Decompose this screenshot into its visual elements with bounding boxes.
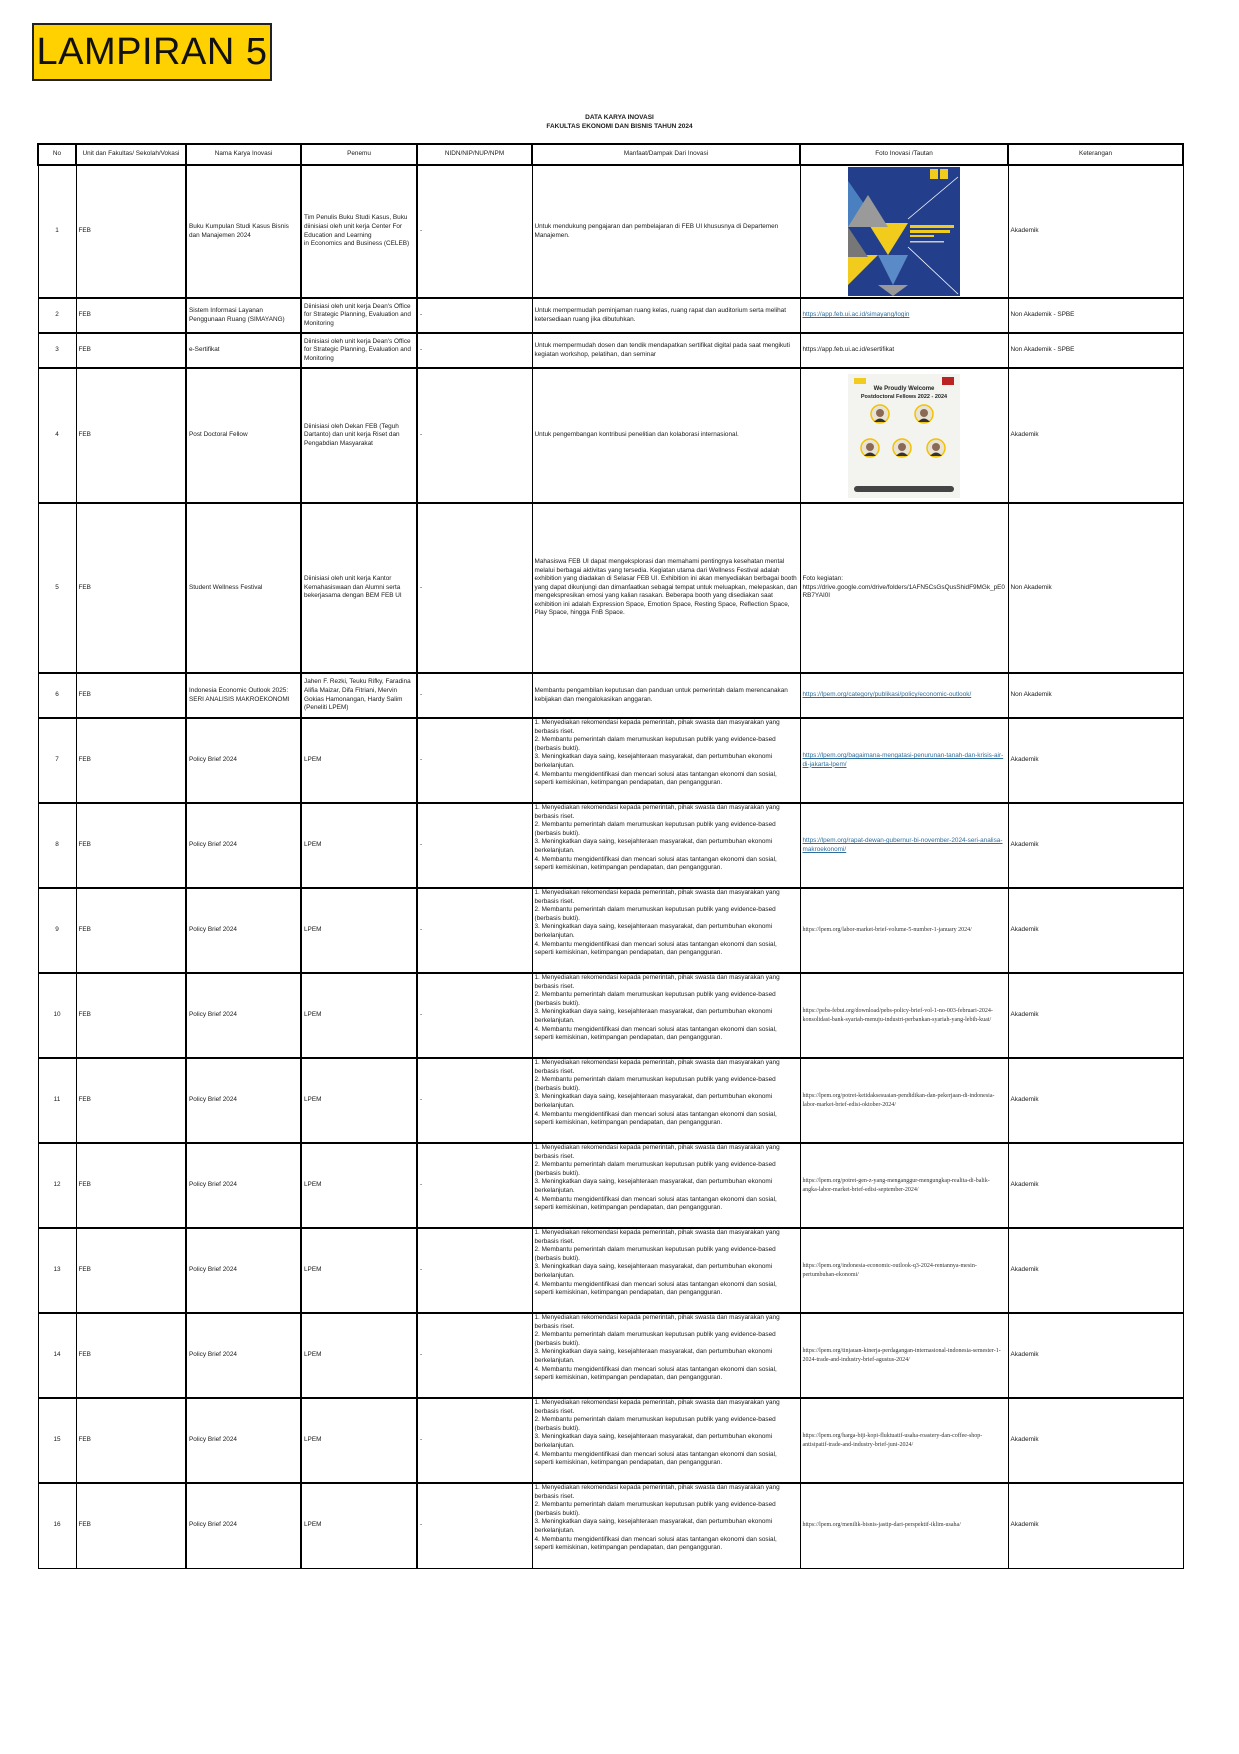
cell-nama: e-Sertifikat: [186, 333, 301, 368]
table-row: [38, 1398, 1183, 1483]
cell-nidn: -: [417, 718, 532, 803]
cell-foto: [800, 718, 1008, 803]
cell-foto: [800, 1058, 1008, 1143]
cell-nama: Post Doctoral Fellow: [186, 368, 301, 503]
cell-no: 16: [38, 1483, 76, 1568]
cell-penemu: Tim Penulis Buku Studi Kasus, Buku diinisiasi oleh unit kerja Center For Education and Learning in Economics and Business (CELEB): [301, 165, 417, 298]
poster-heading-1: We Proudly Welcome: [873, 385, 935, 392]
poster-image: [848, 374, 960, 498]
table-body: [38, 165, 1183, 1568]
cell-nidn: -: [417, 803, 532, 888]
cell-penemu: LPEM: [301, 718, 417, 803]
cell-manfaat: 1. Menyediakan rekomendasi kepada pemerintah, pihak swasta dan masyarakan yang berbasis riset. 2. Membantu pemerintah dalam merumuskan keputusan publik yang evidence-based (berbasis bukti). 3. Meningkatkan daya saing, kesejahteraan masyarakat, dan pertumbuhan ekonomi berkelanjutan. 4. Membantu mengidentifikasi dan mencari solusi atas tantangan ekonomi dan sosial, seperti kemiskinan, ketimpangan pendapatan, dan pengangguran.: [532, 1313, 800, 1398]
cell-unit: FEB: [76, 165, 186, 298]
cell-keterangan: Akademik: [1008, 1058, 1183, 1143]
cell-nidn: -: [417, 165, 532, 298]
table-row: [38, 803, 1183, 888]
innovation-url-text: Foto kegiatan:: [802, 575, 844, 583]
cell-nama: Policy Brief 2024: [186, 1058, 301, 1143]
table-row: [38, 673, 1183, 718]
cell-manfaat: Untuk mendukung pengajaran dan pembelajaran di FEB UI khususnya di Departemen Manajemen.: [532, 165, 800, 298]
cell-foto: [800, 673, 1008, 718]
cell-nidn: -: [417, 1313, 532, 1398]
cell-manfaat: 1. Menyediakan rekomendasi kepada pemerintah, pihak swasta dan masyarakan yang berbasis riset. 2. Membantu pemerintah dalam merumuskan keputusan publik yang evidence-based (berbasis bukti). 3. Meningkatkan daya saing, kesejahteraan masyarakat, dan pertumbuhan ekonomi berkelanjutan. 4. Membantu mengidentifikasi dan mencari solusi atas tantangan ekonomi dan sosial, seperti kemiskinan, ketimpangan pendapatan, dan pengangguran.: [532, 888, 800, 973]
header-manfaat: Manfaat/Dampak Dari Inovasi: [532, 144, 800, 165]
table-row: [38, 888, 1183, 973]
cell-no: 2: [38, 298, 76, 333]
cell-no: 11: [38, 1058, 76, 1143]
cell-no: 1: [38, 165, 76, 298]
cell-keterangan: Akademik: [1008, 803, 1183, 888]
cell-foto: [800, 333, 1008, 368]
innovation-url-text: https://lpem.org/indonesia-economic-outlook-q3-2024-rentannya-mesin-pertumbuhan-ekonomi/: [802, 1262, 977, 1278]
cell-no: 4: [38, 368, 76, 503]
cell-unit: FEB: [76, 333, 186, 368]
innovation-url-text: https://lpem.org/menilik-bisnis-jastip-dari-perspektif-iklim-usaha/: [802, 1522, 961, 1529]
cell-manfaat: 1. Menyediakan rekomendasi kepada pemerintah, pihak swasta dan masyarakan yang berbasis riset. 2. Membantu pemerintah dalam merumuskan keputusan publik yang evidence-based (berbasis bukti). 3. Meningkatkan daya saing, kesejahteraan masyarakat, dan pertumbuhan ekonomi berkelanjutan. 4. Membantu mengidentifikasi dan mencari solusi atas tantangan ekonomi dan sosial, seperti kemiskinan, ketimpangan pendapatan, dan pengangguran.: [532, 973, 800, 1058]
cell-penemu: Diinisiasi oleh unit kerja Dean's Office for Strategic Planning, Evaluation and Monitoring: [301, 298, 417, 333]
cell-nama: Policy Brief 2024: [186, 1313, 301, 1398]
cell-manfaat: Membantu pengambilan keputusan dan panduan untuk pemerintah dalam merencanakan kebijakan dan mengalokasikan anggaran.: [532, 673, 800, 718]
cell-keterangan: Akademik: [1008, 1313, 1183, 1398]
cell-no: 13: [38, 1228, 76, 1313]
cell-unit: FEB: [76, 673, 186, 718]
table-row: [38, 718, 1183, 803]
cell-keterangan: Akademik: [1008, 718, 1183, 803]
cell-penemu: Diinisiasi oleh unit kerja Dean's Office for Strategic Planning, Evaluation and Monitoring: [301, 333, 417, 368]
cell-no: 5: [38, 503, 76, 673]
cell-manfaat: 1. Menyediakan rekomendasi kepada pemerintah, pihak swasta dan masyarakan yang berbasis riset. 2. Membantu pemerintah dalam merumuskan keputusan publik yang evidence-based (berbasis bukti). 3. Meningkatkan daya saing, kesejahteraan masyarakat, dan pertumbuhan ekonomi berkelanjutan. 4. Membantu mengidentifikasi dan mencari solusi atas tantangan ekonomi dan sosial, seperti kemiskinan, ketimpangan pendapatan, dan pengangguran.: [532, 803, 800, 888]
innovation-url-text: https://drive.google.com/drive/folders/1AFN5CsGsQusShidF9MGk_pE0RB7YAI0I: [802, 583, 1005, 600]
cell-keterangan: Akademik: [1008, 1143, 1183, 1228]
cell-manfaat: 1. Menyediakan rekomendasi kepada pemerintah, pihak swasta dan masyarakan yang berbasis riset. 2. Membantu pemerintah dalam merumuskan keputusan publik yang evidence-based (berbasis bukti). 3. Meningkatkan daya saing, kesejahteraan masyarakat, dan pertumbuhan ekonomi berkelanjutan. 4. Membantu mengidentifikasi dan mencari solusi atas tantangan ekonomi dan sosial, seperti kemiskinan, ketimpangan pendapatan, dan pengangguran.: [532, 1143, 800, 1228]
table-row: [38, 1228, 1183, 1313]
lampiran-label: LAMPIRAN 5: [36, 30, 268, 73]
cell-no: 8: [38, 803, 76, 888]
table-row: [38, 1143, 1183, 1228]
cell-nama: Policy Brief 2024: [186, 973, 301, 1058]
cell-unit: FEB: [76, 1058, 186, 1143]
cell-keterangan: Akademik: [1008, 973, 1183, 1058]
table-row: [38, 165, 1183, 298]
cell-penemu: LPEM: [301, 803, 417, 888]
cell-no: 12: [38, 1143, 76, 1228]
cell-nama: Policy Brief 2024: [186, 1483, 301, 1568]
cell-nama: Student Wellness Festival: [186, 503, 301, 673]
cell-keterangan: Non Akademik - SPBE: [1008, 333, 1183, 368]
cell-manfaat: 1. Menyediakan rekomendasi kepada pemerintah, pihak swasta dan masyarakan yang berbasis riset. 2. Membantu pemerintah dalam merumuskan keputusan publik yang evidence-based (berbasis bukti). 3. Meningkatkan daya saing, kesejahteraan masyarakat, dan pertumbuhan ekonomi berkelanjutan. 4. Membantu mengidentifikasi dan mencari solusi atas tantangan ekonomi dan sosial, seperti kemiskinan, ketimpangan pendapatan, dan pengangguran.: [532, 718, 800, 803]
cell-nama: Policy Brief 2024: [186, 1143, 301, 1228]
cell-nama: Policy Brief 2024: [186, 718, 301, 803]
cell-keterangan: Akademik: [1008, 368, 1183, 503]
lampiran-badge: [32, 23, 272, 81]
cell-unit: FEB: [76, 718, 186, 803]
cell-nama: Policy Brief 2024: [186, 888, 301, 973]
cell-manfaat: 1. Menyediakan rekomendasi kepada pemerintah, pihak swasta dan masyarakan yang berbasis riset. 2. Membantu pemerintah dalam merumuskan keputusan publik yang evidence-based (berbasis bukti). 3. Meningkatkan daya saing, kesejahteraan masyarakat, dan pertumbuhan ekonomi berkelanjutan. 4. Membantu mengidentifikasi dan mencari solusi atas tantangan ekonomi dan sosial, seperti kemiskinan, ketimpangan pendapatan, dan pengangguran.: [532, 1483, 800, 1568]
cell-foto: [800, 1143, 1008, 1228]
cell-unit: FEB: [76, 298, 186, 333]
cell-foto: [800, 298, 1008, 333]
header-nama: Nama Karya Inovasi: [186, 144, 301, 165]
book-cover-image: [848, 167, 960, 296]
cell-keterangan: Non Akademik - SPBE: [1008, 298, 1183, 333]
cell-unit: FEB: [76, 1228, 186, 1313]
innovation-url-text: https://lpem.org/harga-biji-kopi-fluktuatif-usaha-roastery-dan-coffee-shop-antisipatif-trade-and-industry-brief-juni-2024/: [802, 1432, 983, 1448]
header-penemu: Penemu: [301, 144, 417, 165]
table-row: [38, 973, 1183, 1058]
cell-penemu: LPEM: [301, 1313, 417, 1398]
cell-keterangan: Non Akademik: [1008, 673, 1183, 718]
cell-no: 3: [38, 333, 76, 368]
cell-foto: [800, 803, 1008, 888]
innovation-url-text: https://lpem.org/tinjauan-kinerja-perdagangan-internasional-indonesia-semester-1-2024-trade-and-industry-brief-agustus-2024/: [802, 1347, 1001, 1363]
cell-manfaat: 1. Menyediakan rekomendasi kepada pemerintah, pihak swasta dan masyarakan yang berbasis riset. 2. Membantu pemerintah dalam merumuskan keputusan publik yang evidence-based (berbasis bukti). 3. Meningkatkan daya saing, kesejahteraan masyarakat, dan pertumbuhan ekonomi berkelanjutan. 4. Membantu mengidentifikasi dan mencari solusi atas tantangan ekonomi dan sosial, seperti kemiskinan, ketimpangan pendapatan, dan pengangguran.: [532, 1058, 800, 1143]
cell-nidn: -: [417, 333, 532, 368]
cell-manfaat: Untuk mempermudah dosen dan tendik mendapatkan sertifikat digital pada saat mengikuti kegiatan workshop, pelatihan, dan seminar: [532, 333, 800, 368]
header-keterangan: Keterangan: [1008, 144, 1183, 165]
cell-manfaat: Mahasiswa FEB UI dapat mengeksplorasi dan memahami pentingnya kesehatan mental melalui berbagai aktivitas yang tersedia. Kegiatan utama dari Wellness Festival adalah exhibition yang diadakan di Selasar FEB UI. Exhibition ini akan menyediakan berbagai booth yang dapat dikunjungi dan dimanfaatkan sebagai tempat untuk meluapkan, melepaskan, dan mengekspresikan emosi yang kalian rasakan. Beberapa booth yang disediakan saat exhibition ini adalah Expression Space, Emotion Space, Resting Space, Reflection Space, Play Space, hingga FnB Space.: [532, 503, 800, 673]
table-row: [38, 1483, 1183, 1568]
table-header-row: [38, 144, 1183, 165]
innovation-link[interactable]: https://app.feb.ui.ac.id/simayang/login: [802, 311, 910, 319]
cell-penemu: LPEM: [301, 1483, 417, 1568]
cell-no: 6: [38, 673, 76, 718]
cell-no: 14: [38, 1313, 76, 1398]
cell-unit: FEB: [76, 888, 186, 973]
innovation-link[interactable]: https://lpem.org/category/publikasi/policy/economic-outlook/: [802, 691, 972, 699]
cell-manfaat: Untuk mempermudah peminjaman ruang kelas, ruang rapat dan auditorium serta melihat ketersediaan ruang jika dibutuhkan.: [532, 298, 800, 333]
cell-unit: FEB: [76, 1313, 186, 1398]
table-row: [38, 298, 1183, 333]
cell-nama: Indonesia Economic Outlook 2025: SERI ANALISIS MAKROEKONOMI: [186, 673, 301, 718]
cell-no: 9: [38, 888, 76, 973]
cell-nidn: -: [417, 888, 532, 973]
header-unit: Unit dan Fakultas/ Sekolah/Vokasi: [76, 144, 186, 165]
cell-foto: [800, 1228, 1008, 1313]
cell-foto: [800, 888, 1008, 973]
table-row: [38, 503, 1183, 673]
table-row: [38, 333, 1183, 368]
cell-penemu: LPEM: [301, 888, 417, 973]
cell-no: 7: [38, 718, 76, 803]
table-row: [38, 1058, 1183, 1143]
cell-nidn: -: [417, 298, 532, 333]
cell-nidn: -: [417, 973, 532, 1058]
header-no: No: [38, 144, 76, 165]
cell-keterangan: Akademik: [1008, 165, 1183, 298]
cell-unit: FEB: [76, 803, 186, 888]
cell-nama: Policy Brief 2024: [186, 1398, 301, 1483]
cell-penemu: LPEM: [301, 1398, 417, 1483]
cell-nama: Buku Kumpulan Studi Kasus Bisnis dan Manajemen 2024: [186, 165, 301, 298]
cell-keterangan: Akademik: [1008, 888, 1183, 973]
cell-nidn: -: [417, 1058, 532, 1143]
header-nidn: NIDN/NIP/NUP/NPM: [417, 144, 532, 165]
innovation-url-text: https://lpem.org/potret-gen-z-yang-menganggur-mengungkap-realita-di-balik-angka-labor-market-brief-edisi-september-2024/: [802, 1177, 990, 1193]
cell-manfaat: 1. Menyediakan rekomendasi kepada pemerintah, pihak swasta dan masyarakan yang berbasis riset. 2. Membantu pemerintah dalam merumuskan keputusan publik yang evidence-based (berbasis bukti). 3. Meningkatkan daya saing, kesejahteraan masyarakat, dan pertumbuhan ekonomi berkelanjutan. 4. Membantu mengidentifikasi dan mencari solusi atas tantangan ekonomi dan sosial, seperti kemiskinan, ketimpangan pendapatan, dan pengangguran.: [532, 1398, 800, 1483]
innovation-table: [37, 143, 1184, 1569]
innovation-url-text: https://app.feb.ui.ac.id/esertifikat: [802, 346, 895, 354]
cell-nidn: -: [417, 503, 532, 673]
innovation-link[interactable]: https://lpem.org/bagaimana-mengatasi-penurunan-tanah-dan-krisis-air-di-jakarta-lpem/: [802, 751, 1004, 768]
cell-no: 10: [38, 973, 76, 1058]
title-line-2: FAKULTAS EKONOMI DAN BISNIS TAHUN 2024: [546, 123, 693, 130]
cell-nidn: -: [417, 368, 532, 503]
poster-heading-2: Postdoctoral Fellows 2022 - 2024: [860, 393, 948, 400]
cell-penemu: LPEM: [301, 1058, 417, 1143]
innovation-url-text: https://lpem.org/potret-ketidaksesuaian-pendidikan-dan-pekerjaan-di-indonesia-labor-market-brief-edisi-oktober-2024/: [802, 1092, 995, 1108]
cell-keterangan: Akademik: [1008, 1228, 1183, 1313]
cell-nidn: -: [417, 1143, 532, 1228]
cell-foto: [800, 1398, 1008, 1483]
cell-nama: Policy Brief 2024: [186, 1228, 301, 1313]
header-foto: Foto Inovasi /Tautan: [800, 144, 1008, 165]
cell-foto: [800, 368, 1008, 503]
cell-foto: [800, 165, 1008, 298]
cell-foto: [800, 503, 1008, 673]
cell-nidn: -: [417, 1228, 532, 1313]
cell-unit: FEB: [76, 1483, 186, 1568]
table-row: [38, 368, 1183, 503]
cell-penemu: LPEM: [301, 973, 417, 1058]
innovation-url-text: https://lpem.org/labor-market-brief-volume-5-number-1-january 2024/: [802, 927, 972, 934]
cell-manfaat: Untuk pengembangan kontribusi penelitian dan kolaborasi internasional.: [532, 368, 800, 503]
cell-unit: FEB: [76, 1398, 186, 1483]
cell-manfaat: 1. Menyediakan rekomendasi kepada pemerintah, pihak swasta dan masyarakan yang berbasis riset. 2. Membantu pemerintah dalam merumuskan keputusan publik yang evidence-based (berbasis bukti). 3. Meningkatkan daya saing, kesejahteraan masyarakat, dan pertumbuhan ekonomi berkelanjutan. 4. Membantu mengidentifikasi dan mencari solusi atas tantangan ekonomi dan sosial, seperti kemiskinan, ketimpangan pendapatan, dan pengangguran.: [532, 1228, 800, 1313]
cell-nama: Sistem Informasi Layanan Penggunaan Ruang (SIMAYANG): [186, 298, 301, 333]
cell-nidn: -: [417, 673, 532, 718]
cell-penemu: LPEM: [301, 1143, 417, 1228]
cell-foto: [800, 973, 1008, 1058]
cell-nidn: -: [417, 1483, 532, 1568]
cell-nidn: -: [417, 1398, 532, 1483]
cell-unit: FEB: [76, 973, 186, 1058]
cell-penemu: Diinisiasi oleh unit kerja Kantor Kemahasiswaan dan Alumni serta bekerjasama dengan BEM FEB UI: [301, 503, 417, 673]
cell-penemu: LPEM: [301, 1228, 417, 1313]
cell-foto: [800, 1483, 1008, 1568]
cell-nama: Policy Brief 2024: [186, 803, 301, 888]
cell-penemu: Jahen F. Rezki, Teuku Rifky, Faradina Alifia Maizar, Difa Fitriani, Mervin Gokias Hamonangan, Hardy Salim (Peneliti LPEM): [301, 673, 417, 718]
table-row: [38, 1313, 1183, 1398]
cell-keterangan: Akademik: [1008, 1483, 1183, 1568]
cell-keterangan: Non Akademik: [1008, 503, 1183, 673]
cell-unit: FEB: [76, 503, 186, 673]
cell-keterangan: Akademik: [1008, 1398, 1183, 1483]
document-title: [0, 113, 1239, 131]
cell-unit: FEB: [76, 1143, 186, 1228]
cell-foto: [800, 1313, 1008, 1398]
cell-no: 15: [38, 1398, 76, 1483]
cell-unit: FEB: [76, 368, 186, 503]
innovation-link[interactable]: https://lpem.org/rapat-dewan-gubernur-bi-november-2024-seri-analisa-makroekonomi/: [802, 836, 1003, 853]
cell-penemu: Diinisiasi oleh Dekan FEB (Teguh Dartanto) dan unit kerja Riset dan Pengabdian Masyarakat: [301, 368, 417, 503]
innovation-url-text: https://pebs-febui.org/download/pebs-policy-brief-vol-1-no-003-februari-2024-konsolidasi-bank-syariah-menuju-industri-perbankan-syariah-yang-lebih-kuat/: [802, 1007, 993, 1023]
title-line-1: DATA KARYA INOVASI: [585, 114, 654, 121]
